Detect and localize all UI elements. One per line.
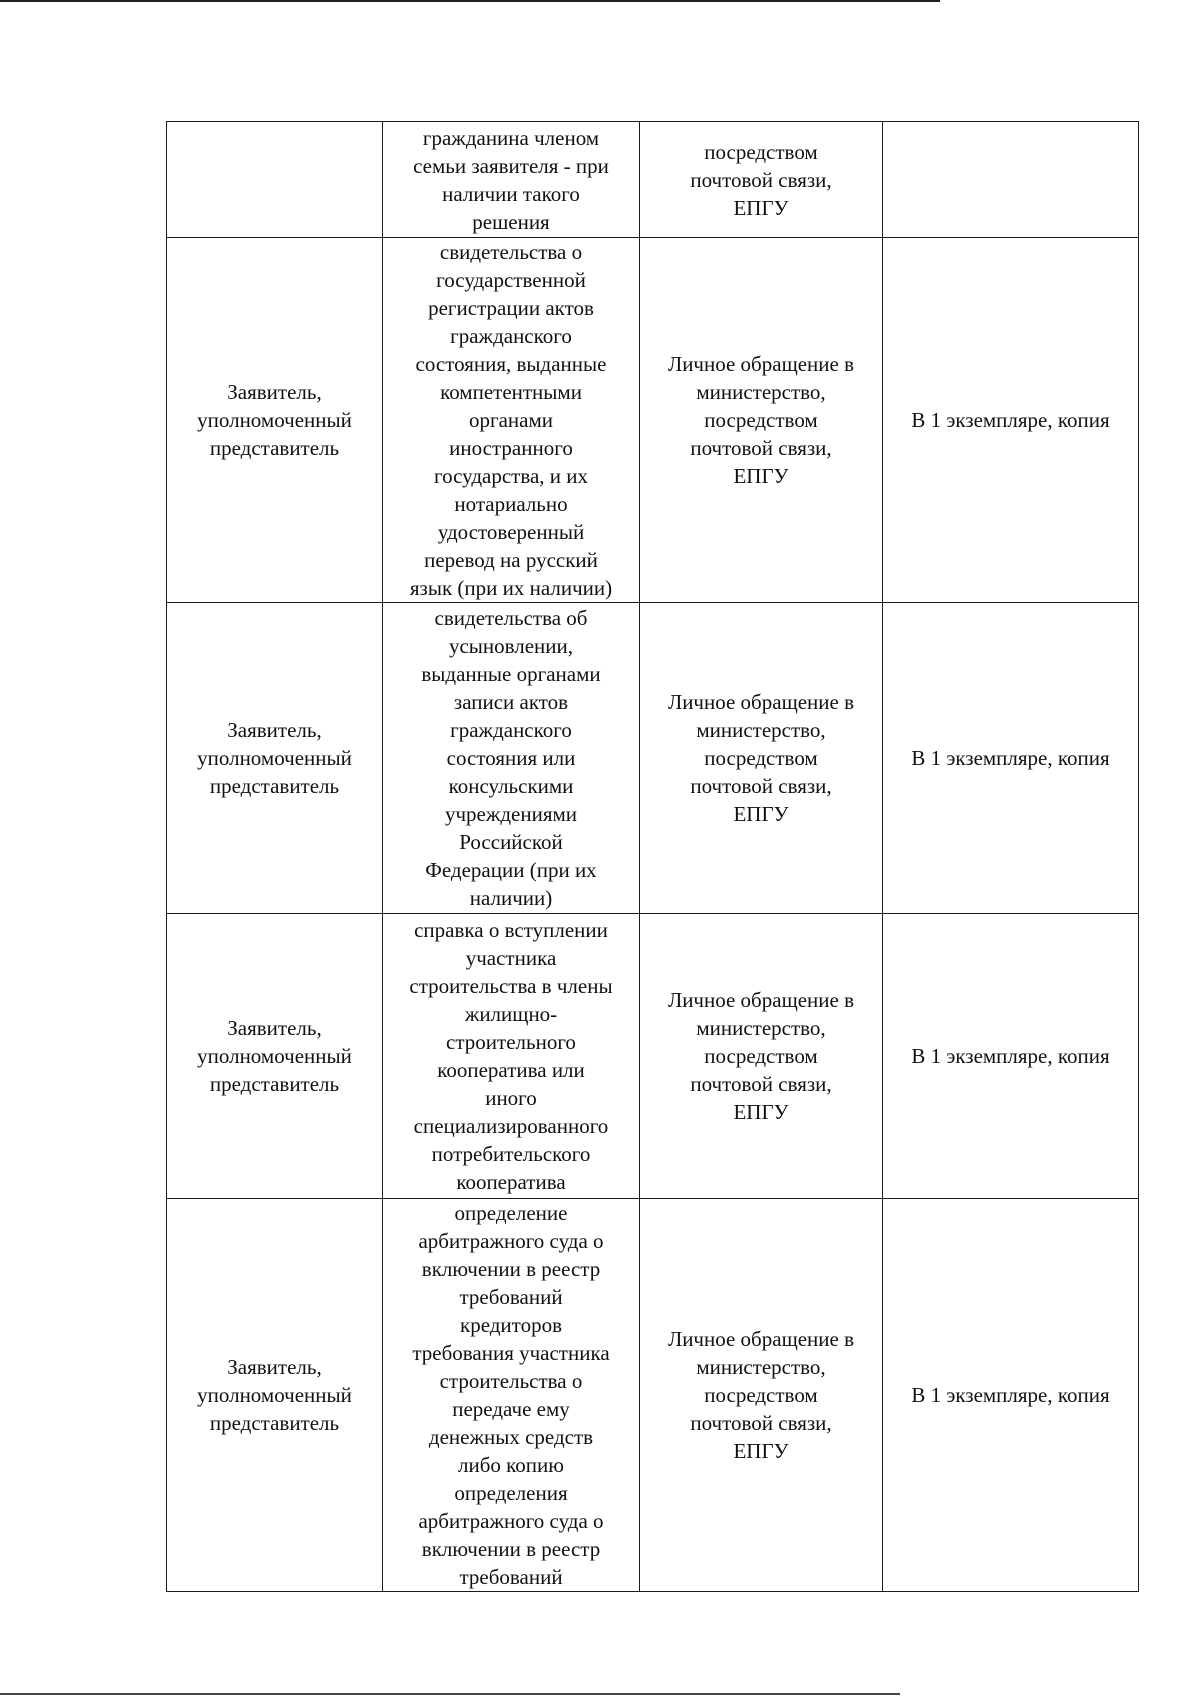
form-cell: В 1 экземпляре, копия	[883, 238, 1139, 603]
applicant-cell: Заявитель, уполномоченный представитель	[167, 914, 383, 1199]
table-row	[167, 1199, 1139, 1592]
submission-method-cell: посредством почтовой связи, ЕПГУ	[640, 122, 883, 238]
scan-bottom-edge	[0, 1693, 900, 1695]
applicant-cell: Заявитель, уполномоченный представитель	[167, 238, 383, 603]
form-cell	[883, 122, 1139, 238]
document-cell: гражданина членом семьи заявителя - при наличии такого решения	[383, 122, 640, 238]
submission-method-cell: Личное обращение в министерство, посредством почтовой связи, ЕПГУ	[640, 603, 883, 914]
document-cell: свидетельства об усыновлении, выданные органами записи актов гражданского состояния или консульскими учреждениями Российской Федерации (при их наличии)	[383, 603, 640, 914]
table-row	[167, 914, 1139, 1199]
table-row	[167, 603, 1139, 914]
document-cell: свидетельства о государственной регистрации актов гражданского состояния, выданные компетентными органами иностранного государства, и их нотариально удостоверенный перевод на русский язык (при их наличии)	[383, 238, 640, 603]
table-row	[167, 122, 1139, 238]
document-cell: справка о вступлении участника строительства в члены жилищно- строительного кооператива или иного специализированного потребительского кооператива	[383, 914, 640, 1199]
submission-method-cell: Личное обращение в министерство, посредством почтовой связи, ЕПГУ	[640, 1199, 883, 1592]
form-cell: В 1 экземпляре, копия	[883, 1199, 1139, 1592]
document-cell: определение арбитражного суда о включении в реестр требований кредиторов требования участника строительства о передаче ему денежных средств либо копию определения арбитражного суда о включении в реестр требований	[383, 1199, 640, 1592]
documents-table	[166, 121, 1139, 1592]
applicant-cell: Заявитель, уполномоченный представитель	[167, 603, 383, 914]
applicant-cell	[167, 122, 383, 238]
table-row	[167, 238, 1139, 603]
submission-method-cell: Личное обращение в министерство, посредством почтовой связи, ЕПГУ	[640, 238, 883, 603]
applicant-cell: Заявитель, уполномоченный представитель	[167, 1199, 383, 1592]
submission-method-cell: Личное обращение в министерство, посредством почтовой связи, ЕПГУ	[640, 914, 883, 1199]
form-cell: В 1 экземпляре, копия	[883, 914, 1139, 1199]
scan-top-edge	[0, 0, 940, 2]
form-cell: В 1 экземпляре, копия	[883, 603, 1139, 914]
